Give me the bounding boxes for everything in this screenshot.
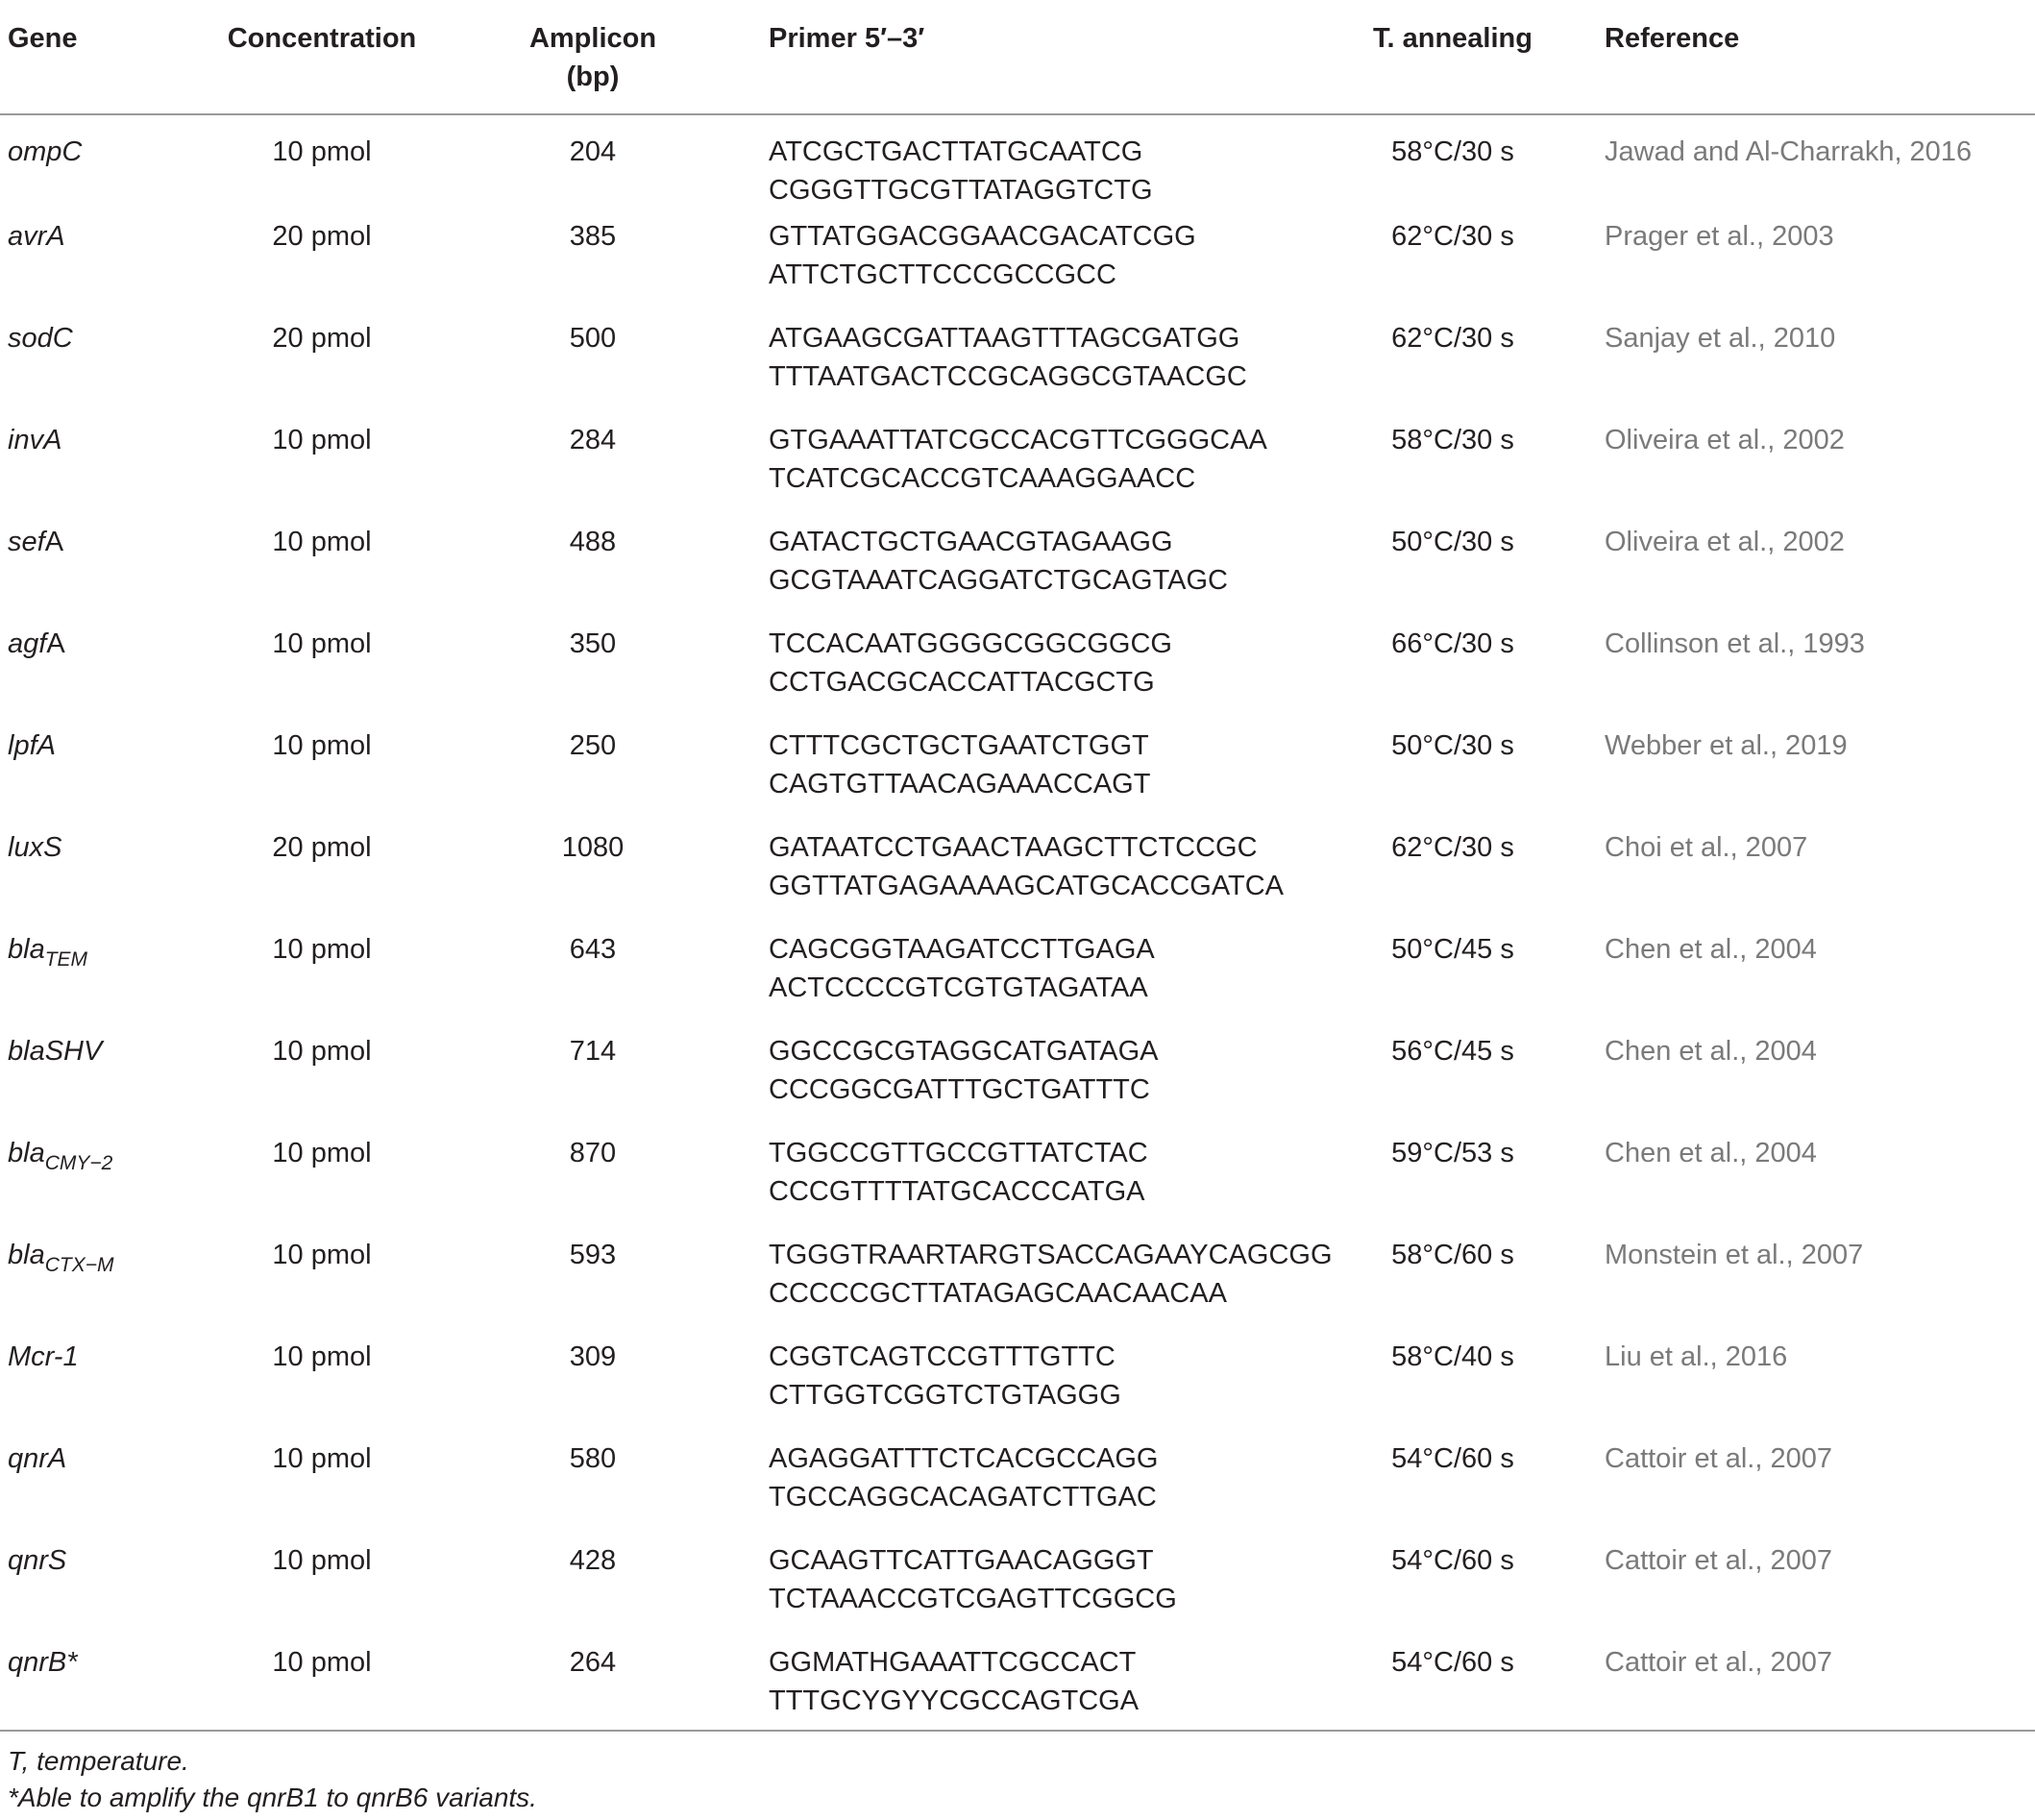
table-row [0,114,2035,217]
cell-primer [761,1541,1309,1643]
primer-reverse: GCGTAAATCAGGATCTGCAGTAGC [769,565,1228,596]
cell-annealing: 58°C/60 s [1391,1240,1514,1270]
primer-forward: GCAAGTTCATTGAACAGGGT [769,1545,1154,1576]
primer-forward: GATACTGCTGAACGTAGAAGG [769,527,1173,557]
cell-primer [761,1032,1309,1134]
cell-annealing: 50°C/30 s [1391,730,1514,761]
cell-reference: Oliveira et al., 2002 [1605,425,1845,455]
cell-annealing: 59°C/53 s [1391,1138,1514,1168]
cell-annealing: 56°C/45 s [1391,1036,1514,1067]
table-row [0,1439,2035,1541]
table-row [0,1236,2035,1338]
cell-gene [0,1541,219,1643]
cell-gene [0,114,219,217]
primer-reverse: TTTAATGACTCCGCAGGCGTAACGC [769,361,1247,392]
gene-name: qnrA [8,1443,67,1474]
table-row [0,1541,2035,1643]
gene-suffix: A [44,527,64,557]
gene-name: qnrS [8,1545,67,1576]
primer-forward: ATGAAGCGATTAAGTTTAGCGATGG [769,323,1240,354]
table-row [0,1032,2035,1134]
cell-reference: Sanjay et al., 2010 [1605,323,1836,354]
cell-concentration: 10 pmol [272,136,372,167]
cell-reference: Jawad and Al-Charrakh, 2016 [1605,136,1973,167]
cell-gene [0,421,219,523]
cell-reference: Cattoir et al., 2007 [1605,1443,1832,1474]
cell-concentration: 20 pmol [272,323,372,354]
table-row [0,828,2035,930]
table-body [0,114,2035,1731]
cell-reference: Collinson et al., 1993 [1605,628,1865,659]
cell-annealing: 58°C/30 s [1391,136,1514,167]
table-row [0,625,2035,726]
cell-primer [761,726,1309,828]
cell-concentration: 10 pmol [272,730,372,761]
gene-subscript: TEM [44,948,88,971]
table-row [0,217,2035,319]
cell-annealing: 54°C/60 s [1391,1443,1514,1474]
primer-reverse: CGGGTTGCGTTATAGGTCTG [769,175,1153,206]
cell-primer [761,1338,1309,1439]
gene-name: luxS [8,832,62,863]
cell-amplicon: 309 [569,1341,617,1372]
primer-forward: GATAATCCTGAACTAAGCTTCTCCGC [769,832,1258,863]
cell-annealing: 66°C/30 s [1391,628,1514,659]
table-row [0,1338,2035,1439]
table-row [0,1643,2035,1731]
primer-reverse: ATTCTGCTTCCCGCCGCC [769,259,1116,290]
gene-name: lpfA [8,730,56,761]
primer-forward: CTTTCGCTGCTGAATCTGGT [769,730,1149,761]
gene-name: sodC [8,323,73,354]
gene-name: qnrB* [8,1647,78,1678]
cell-amplicon: 264 [425,1643,761,1731]
cell-primer [761,930,1309,1032]
cell-reference: Chen et al., 2004 [1605,1036,1817,1067]
cell-amplicon: 714 [569,1036,617,1067]
cell-gene [0,726,219,828]
cell-amplicon: 643 [569,934,617,965]
table-row [0,523,2035,625]
header-primer: Primer 5′–3′ [761,0,1309,114]
cell-concentration: 20 pmol [272,832,372,863]
cell-annealing: 50°C/45 s [1391,934,1514,965]
cell-gene [0,1439,219,1541]
table-row [0,421,2035,523]
table-row [0,1134,2035,1236]
primer-forward: TGGGTRAARTARGTSACCAGAAYCAGCGG [769,1240,1333,1270]
cell-amplicon: 428 [569,1545,617,1576]
cell-amplicon: 593 [569,1240,617,1270]
primer-forward: ATCGCTGACTTATGCAATCG [769,136,1143,167]
footnote-qnrb: *Able to amplify the qnrB1 to qnrB6 variants. [8,1783,537,1812]
cell-annealing: 62°C/30 s [1391,221,1514,252]
cell-annealing: 54°C/60 s [1391,1545,1514,1576]
gene-suffix: A [46,628,65,659]
cell-amplicon: 284 [569,425,617,455]
cell-concentration: 20 pmol [272,221,372,252]
cell-concentration: 10 pmol [219,1643,425,1731]
cell-annealing: 62°C/30 s [1391,832,1514,863]
table-row [0,930,2035,1032]
cell-gene [0,930,219,1032]
cell-gene [0,625,219,726]
cell-reference: Cattoir et al., 2007 [1597,1643,2035,1731]
cell-gene [0,1338,219,1439]
gene-name: agf [8,628,47,659]
primer-reverse: TTTGCYGYYCGCCAGTCGA [769,1685,1140,1716]
cell-gene [0,1134,219,1236]
primer-reverse: ACTCCCCGTCGTGTAGATAA [769,972,1148,1003]
primer-reverse: GGTTATGAGAAAAGCATGCACCGATCA [769,871,1285,901]
cell-amplicon: 250 [569,730,617,761]
table-row [0,726,2035,828]
gene-subscript: CMY−2 [44,1152,113,1174]
primer-reverse: CCCGTTTTATGCACCCATGA [769,1176,1145,1207]
cell-annealing: 58°C/30 s [1391,425,1514,455]
cell-concentration: 10 pmol [272,1240,372,1270]
header-amplicon [425,0,761,114]
cell-annealing: 54°C/60 s [1309,1643,1597,1731]
cell-amplicon: 870 [569,1138,617,1168]
primer-forward: GTGAAATTATCGCCACGTTCGGGCAA [769,425,1267,455]
cell-reference: Monstein et al., 2007 [1605,1240,1864,1270]
cell-amplicon: 488 [569,527,617,557]
cell-reference: Chen et al., 2004 [1605,1138,1817,1168]
gene-name: invA [8,425,62,455]
cell-concentration: 10 pmol [272,1545,372,1576]
primer-reverse: CTTGGTCGGTCTGTAGGG [769,1380,1121,1411]
header-annealing: T. annealing [1309,0,1597,114]
gene-name: avrA [8,221,65,252]
primer-reverse: CAGTGTTAACAGAAACCAGT [769,769,1151,799]
cell-annealing: 58°C/40 s [1391,1341,1514,1372]
cell-primer [761,1134,1309,1236]
cell-primer [761,1236,1333,1338]
primer-forward: GGCCGCGTAGGCATGATAGA [769,1036,1159,1067]
table-footnotes [8,1743,537,1816]
cell-primer [761,114,1309,217]
cell-gene [0,1236,219,1338]
cell-reference: Choi et al., 2007 [1605,832,1808,863]
header-amplicon-line2: (bp) [566,61,620,92]
header-reference: Reference [1597,0,2035,114]
primer-reverse: CCCCCGCTTATAGAGCAACAACAA [769,1278,1227,1309]
cell-concentration: 10 pmol [272,1138,372,1168]
cell-primer [761,625,1309,726]
cell-primer [761,217,1309,319]
gene-name: bla [8,934,45,965]
cell-gene [0,217,219,319]
footnote-temperature: T, temperature. [8,1746,189,1776]
cell-primer [761,1643,1309,1731]
cell-gene [0,1032,219,1134]
table-row [0,319,2035,421]
primer-forward: CAGCGGTAAGATCCTTGAGA [769,934,1155,965]
cell-gene [0,1643,219,1731]
cell-concentration: 10 pmol [272,1341,372,1372]
primer-forward: TCCACAATGGGGCGGCGGCG [769,628,1172,659]
cell-amplicon: 580 [569,1443,617,1474]
primer-forward: CGGTCAGTCCGTTTGTTC [769,1341,1116,1372]
cell-concentration: 10 pmol [272,1036,372,1067]
gene-subscript: CTX−M [44,1254,114,1276]
cell-gene [0,523,219,625]
cell-annealing: 62°C/30 s [1391,323,1514,354]
cell-primer [761,523,1309,625]
primer-forward: GTTATGGACGGAACGACATCGG [769,221,1196,252]
cell-concentration: 10 pmol [272,1443,372,1474]
cell-amplicon: 204 [569,136,617,167]
primer-reverse: TCTAAACCGTCGAGTTCGGCG [769,1584,1177,1614]
gene-name: blaSHV [8,1036,103,1067]
cell-primer [761,1439,1309,1541]
cell-primer [761,319,1309,421]
cell-gene [0,319,219,421]
cell-amplicon: 350 [569,628,617,659]
gene-name: sef [8,527,45,557]
cell-reference: Oliveira et al., 2002 [1605,527,1845,557]
cell-concentration: 10 pmol [272,527,372,557]
cell-annealing: 50°C/30 s [1391,527,1514,557]
gene-name: ompC [8,136,83,167]
cell-concentration: 10 pmol [272,425,372,455]
header-amplicon-line1: Amplicon [528,23,657,54]
primer-forward: TGGCCGTTGCCGTTATCTAC [769,1138,1148,1168]
cell-reference: Prager et al., 2003 [1605,221,1834,252]
primer-reverse: TGCCAGGCACAGATCTTGAC [769,1482,1157,1513]
cell-primer [761,828,1309,930]
cell-gene [0,828,219,930]
primer-reverse: CCTGACGCACCATTACGCTG [769,667,1155,698]
header-concentration: Concentration [219,0,425,114]
cell-amplicon: 500 [569,323,617,354]
cell-primer [761,421,1309,523]
cell-reference: Chen et al., 2004 [1605,934,1817,965]
header-gene: Gene [0,0,219,114]
gene-name: bla [8,1240,45,1270]
cell-concentration: 10 pmol [272,934,372,965]
primer-reverse: TCATCGCACCGTCAAAGGAACC [769,463,1196,494]
cell-concentration: 10 pmol [272,628,372,659]
gene-name: Mcr-1 [8,1341,79,1372]
cell-amplicon: 1080 [561,832,625,863]
table-header-row [0,0,2035,114]
cell-reference: Liu et al., 2016 [1605,1341,1788,1372]
gene-name: bla [8,1138,45,1168]
primer-forward: AGAGGATTTCTCACGCCAGG [769,1443,1159,1474]
cell-amplicon: 385 [569,221,617,252]
primer-reverse: CCCGGCGATTTGCTGATTTC [769,1074,1150,1105]
cell-reference: Webber et al., 2019 [1605,730,1848,761]
primer-forward: GGMATHGAAATTCGCCACT [769,1647,1137,1678]
cell-reference: Cattoir et al., 2007 [1605,1545,1832,1576]
